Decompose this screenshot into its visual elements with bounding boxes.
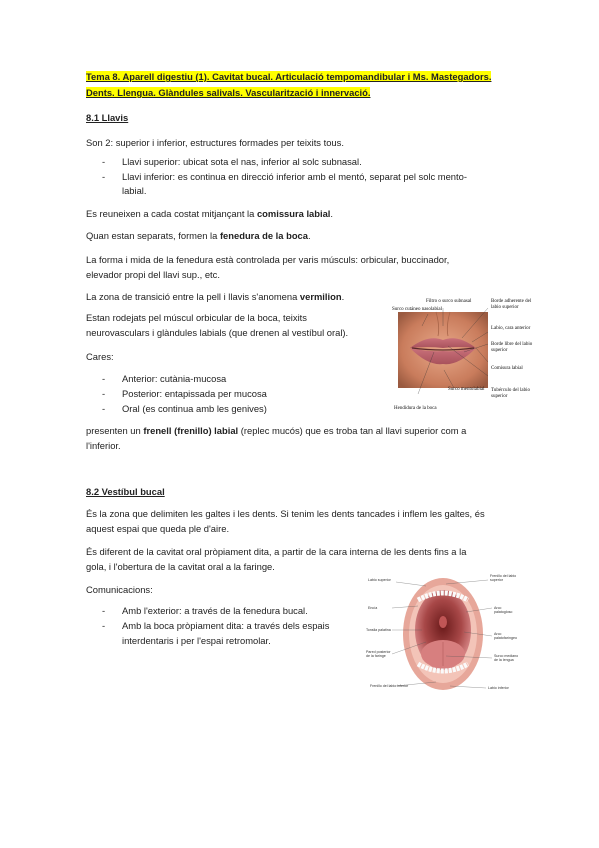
title-line-2	[86, 86, 370, 99]
bullet-dash: -	[102, 156, 106, 167]
bullet-dash: -	[102, 620, 106, 631]
bullet-dash: -	[102, 388, 106, 399]
paragraph: La forma i mida de la fenedura està controlada per varis músculs: orbicular, buccinador,	[86, 254, 450, 265]
bullet-dash: -	[102, 403, 106, 414]
list-item-continuation: interdentaris i per l'espai retromolar.	[122, 635, 271, 646]
figure-label: Surco cutáneo nasolabial	[392, 307, 442, 312]
paragraph: neurovasculars i glàndules labials (que drenen al vestíbul oral).	[86, 327, 349, 338]
title-text-2: Dents. Llengua. Glàndules salivals. Vascularització i innervació.	[86, 87, 371, 98]
list-item: Posterior: entapissada per mucosa	[122, 388, 267, 399]
term-vermilion: vermilion	[299, 291, 342, 302]
figure-label: Labio inferior	[488, 686, 509, 690]
paragraph: l'inferior.	[86, 440, 121, 451]
figure-label: Frenillo del labio inferior	[370, 684, 409, 688]
figure-label: Encía	[368, 606, 378, 610]
paragraph: gola, i l'obertura de la cavitat oral a la faringe.	[86, 561, 275, 572]
list-item: Oral (es continua amb les genives)	[122, 403, 267, 414]
term-fenedura: fenedura de la boca	[219, 230, 308, 241]
paragraph: Es reuneixen a cada costat mitjançant la comissura labial.	[86, 208, 334, 219]
bullet-dash: -	[102, 373, 106, 384]
paragraph: Estan rodejats pel múscul orbicular de la boca, teixits	[86, 312, 307, 323]
figure-label: Filtro o surco subnasal	[426, 299, 472, 304]
list-item: Amb la boca pròpiament dita: a través dels espais	[122, 620, 330, 631]
figure-label: Labio, cara anterior	[491, 326, 531, 331]
paragraph: La zona de transició entre la pell i llavis s'anomena vermilion.	[86, 291, 345, 302]
title-text-1: Tema 8. Aparell digestiu (1). Cavitat bucal. Articulació tempomandibular i Ms. Mastegadors.	[86, 71, 492, 82]
list-item: Amb l'exterior: a través de la fenedura bucal.	[122, 605, 308, 616]
figure-label: Frenillo del labio superior	[490, 574, 517, 582]
paragraph: És diferent de la cavitat oral pròpiament dita, a partir de la cara interna de les dents fins a la	[86, 546, 467, 557]
bullet-dash: -	[102, 171, 106, 182]
figure-label: Tubérculo del labio superior	[491, 388, 530, 399]
list-item: Llavi superior: ubicat sota el nas, inferior al solc subnasal.	[122, 156, 362, 167]
figure-label: Tonsila palatina	[366, 628, 391, 632]
term-comissura: comissura labial	[256, 208, 331, 219]
paragraph: aquest espai que queda ple d'aire.	[86, 523, 230, 534]
figure-label: Pared posterior de la faringe	[366, 650, 391, 658]
figure-label: Arco palatogloso	[494, 606, 513, 614]
bullet-dash: -	[102, 605, 106, 616]
term-frenell: frenell (frenillo) labial	[143, 425, 239, 436]
paragraph: Son 2: superior i inferior, estructures formades per teixits tous.	[86, 137, 344, 148]
figure-label: Borde libre del labio superior	[491, 342, 533, 353]
figure-label: Surco mentolabial	[448, 387, 485, 392]
figure-label: Labio superior	[368, 578, 391, 582]
paragraph: presenten un frenell (frenillo) labial (replec mucós) que es troba tan al llavi superior com a	[86, 425, 467, 436]
title-line-1	[86, 70, 491, 83]
figure-label: Comisura labial	[491, 366, 523, 371]
paragraph: elevador propi del llavi sup., etc.	[86, 269, 220, 280]
list-item: Llavi inferior: es continua en direcció inferior amb el mentó, separat pel solc mento-	[122, 171, 467, 182]
section-heading-vestibul: 8.2 Vestíbul bucal	[86, 486, 165, 497]
list-item: Anterior: cutània-mucosa	[122, 373, 227, 384]
figure-label: Arco palatofaríngeo	[494, 632, 517, 640]
figure-label: Borde adherente del labio superior	[491, 299, 532, 310]
oral-cavity-figure	[366, 572, 520, 696]
cares-label: Cares:	[86, 351, 114, 362]
lips-anatomy-figure	[388, 296, 536, 414]
paragraph: És la zona que delimiten les galtes i les dents. Si tenim les dents tancades i inflem les galtes, és	[86, 508, 485, 519]
list-item-continuation: labial.	[122, 185, 147, 196]
figure-label: Hendidura de la boca	[394, 406, 437, 411]
section-heading-llavis: 8.1 Llavis	[86, 112, 129, 123]
comunicacions-label: Comunicacions:	[86, 584, 153, 595]
figure-label: Surco mediano de la lengua	[494, 654, 519, 662]
paragraph: Quan estan separats, formen la fenedura de la boca.	[86, 230, 311, 241]
